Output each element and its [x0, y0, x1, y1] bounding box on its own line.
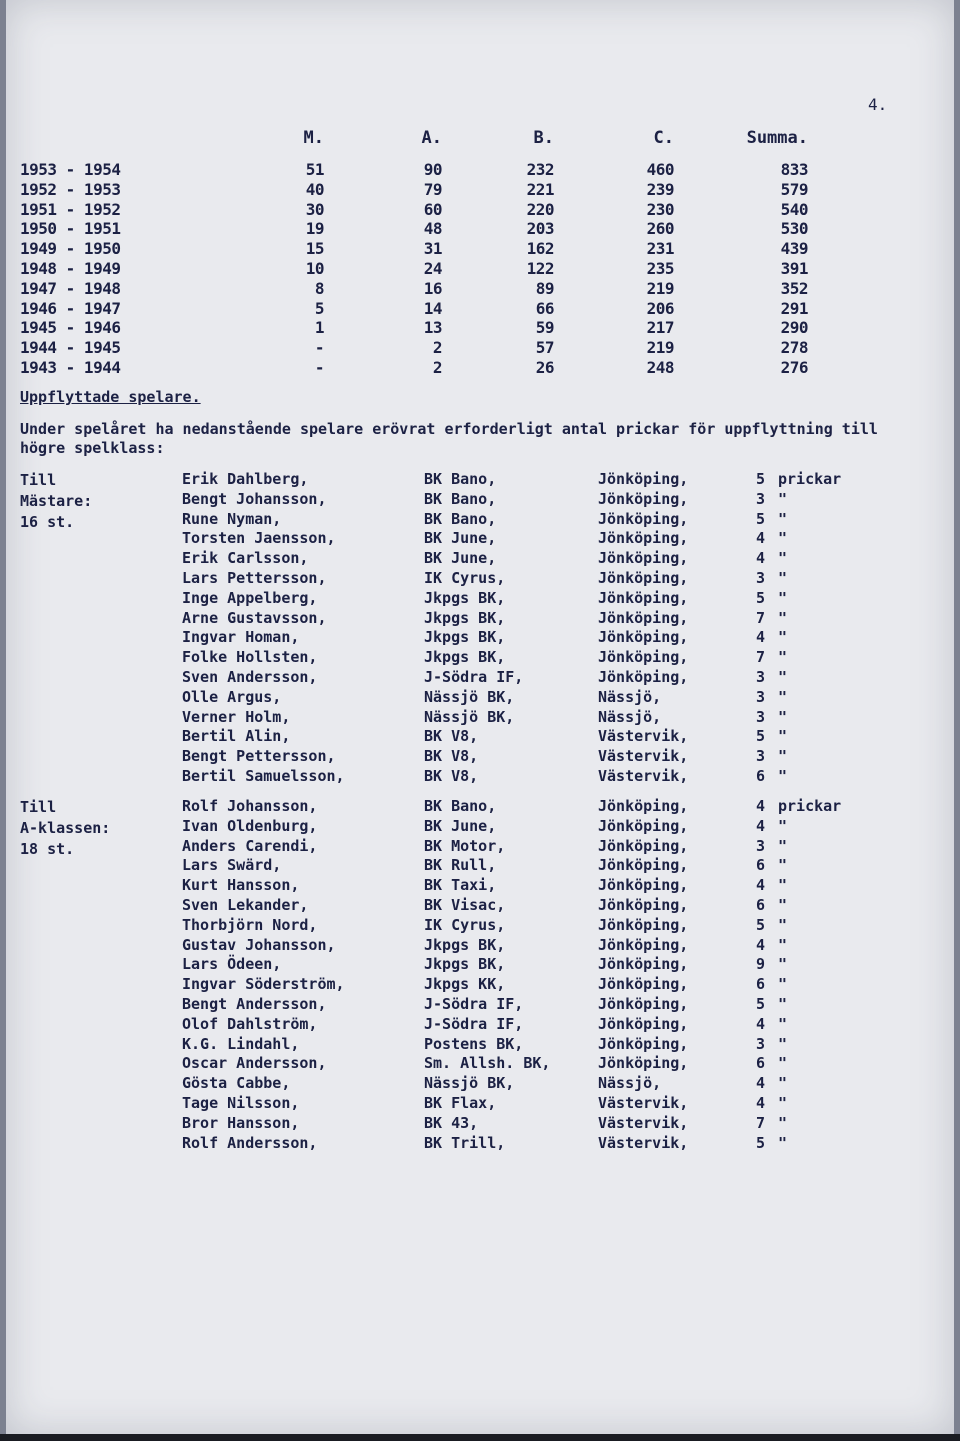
player-club: BK 43,	[424, 1113, 479, 1132]
player-name: Verner Holm,	[182, 707, 291, 726]
stats-header	[6, 128, 954, 150]
b-cell: 66	[535, 298, 554, 318]
player-club: BK V8,	[424, 747, 479, 766]
player-club: Jkpgs BK,	[424, 588, 506, 607]
season-cell: 1953 - 1954	[20, 160, 121, 179]
c-cell: 219	[646, 338, 674, 358]
m-cell: 5	[314, 298, 324, 318]
prick-count: 3	[756, 668, 766, 686]
player-club: BK V8,	[424, 727, 479, 746]
prick-count: 6	[756, 975, 766, 994]
summa-cell: 276	[780, 358, 808, 377]
prick-unit: prickar	[778, 470, 842, 488]
c-cell: 248	[646, 358, 674, 377]
player-row	[6, 837, 954, 857]
m-cell: 40	[305, 179, 324, 199]
prick-unit: "	[778, 489, 788, 508]
player-club: IK Cyrus,	[424, 915, 506, 934]
season-cell: 1943 - 1944	[20, 358, 121, 377]
group-label-line: 18 st.	[20, 840, 75, 858]
player-city: Västervik,	[598, 747, 689, 766]
prick-unit: "	[778, 975, 788, 994]
prick-unit: "	[778, 1113, 788, 1132]
prick-unit: "	[778, 529, 788, 548]
player-city: Västervik,	[598, 1094, 689, 1112]
prick-count: 3	[756, 687, 766, 706]
player-row	[6, 1054, 954, 1074]
player-city: Västervik,	[598, 767, 689, 785]
player-row	[6, 1114, 954, 1134]
m-cell: 8	[314, 278, 324, 298]
player-club: BK Trill,	[424, 1133, 506, 1152]
c-cell: 235	[646, 259, 674, 278]
player-name: Lars Ödeen,	[182, 955, 282, 974]
player-row	[6, 609, 954, 629]
player-club: BK Visac,	[424, 896, 506, 914]
player-row	[6, 569, 954, 589]
player-city: Jönköping,	[598, 1054, 689, 1073]
player-name: Sven Lekander,	[182, 896, 309, 914]
prick-unit: "	[778, 668, 788, 686]
prick-unit: "	[778, 1094, 788, 1112]
player-club: BK Flax,	[424, 1094, 497, 1112]
player-row	[6, 1074, 954, 1094]
prick-count: 5	[756, 1133, 766, 1152]
player-city: Jönköping,	[598, 489, 689, 508]
player-row	[6, 856, 954, 876]
player-row	[6, 1015, 954, 1035]
player-city: Jönköping,	[598, 797, 689, 815]
player-club: BK Bano,	[424, 509, 497, 528]
player-club: Jkpgs BK,	[424, 935, 506, 954]
summa-cell: 391	[780, 259, 808, 278]
a-cell: 31	[423, 239, 442, 259]
prick-count: 5	[756, 727, 766, 746]
player-city: Jönköping,	[598, 1014, 689, 1033]
season-cell: 1952 - 1953	[20, 179, 121, 199]
prick-count: 5	[756, 470, 766, 488]
summa-cell: 291	[780, 298, 808, 318]
player-name: Rolf Johansson,	[182, 797, 318, 815]
prick-unit: "	[778, 747, 788, 766]
m-cell: 51	[305, 160, 324, 179]
scan-edge	[0, 1434, 960, 1441]
prick-unit: "	[778, 588, 788, 607]
player-city: Jönköping,	[598, 935, 689, 954]
header-c: C.	[653, 128, 674, 148]
a-cell: 14	[423, 298, 442, 318]
player-row	[6, 1134, 954, 1154]
player-club: J-Södra IF,	[424, 1014, 524, 1033]
prick-count: 6	[756, 896, 766, 914]
player-club: Jkpgs BK,	[424, 608, 506, 627]
b-cell: 162	[526, 239, 554, 259]
player-row	[6, 995, 954, 1015]
player-club: Postens BK,	[424, 1034, 524, 1053]
player-name: Bertil Alin,	[182, 727, 291, 746]
player-row	[6, 896, 954, 916]
prick-count: 4	[756, 1074, 766, 1093]
summa-cell: 833	[780, 160, 808, 179]
player-name: Gösta Cabbe,	[182, 1074, 291, 1093]
section-title: Uppflyttade spelare.	[20, 388, 201, 406]
prick-unit: "	[778, 1074, 788, 1093]
summa-cell: 439	[780, 239, 808, 259]
player-row	[6, 589, 954, 609]
player-city: Västervik,	[598, 1113, 689, 1132]
prick-count: 3	[756, 489, 766, 508]
player-row	[6, 797, 954, 817]
player-city: Jönköping,	[598, 549, 689, 568]
player-row	[6, 936, 954, 956]
player-club: BK June,	[424, 529, 497, 548]
player-club: BK June,	[424, 816, 497, 835]
player-name: Erik Carlsson,	[182, 549, 309, 568]
player-city: Jönköping,	[598, 648, 689, 667]
prick-unit: "	[778, 935, 788, 954]
player-name: Bengt Johansson,	[182, 489, 327, 508]
prick-unit: "	[778, 608, 788, 627]
prick-count: 4	[756, 1014, 766, 1033]
m-cell: 19	[305, 219, 324, 239]
player-name: Folke Hollsten,	[182, 648, 318, 667]
group-label-line: Till	[20, 798, 57, 816]
player-name: Rune Nyman,	[182, 509, 282, 528]
player-row	[6, 1094, 954, 1114]
prick-count: 7	[756, 648, 766, 667]
prick-count: 3	[756, 707, 766, 726]
player-name: Olof Dahlström,	[182, 1014, 318, 1033]
group-label-line: Till	[20, 471, 57, 489]
a-cell: 79	[423, 179, 442, 199]
player-city: Jönköping,	[598, 915, 689, 934]
prick-unit: "	[778, 1034, 788, 1053]
header-m: M.	[303, 128, 324, 148]
player-city: Jönköping,	[598, 836, 689, 855]
stats-row	[6, 358, 954, 378]
player-row	[6, 688, 954, 708]
player-name: Lars Pettersson,	[182, 569, 327, 587]
player-name: Ivan Oldenburg,	[182, 816, 318, 835]
season-cell: 1950 - 1951	[20, 219, 121, 239]
player-city: Jönköping,	[598, 955, 689, 974]
header-b: B.	[533, 128, 554, 148]
prick-count: 9	[756, 955, 766, 974]
prick-count: 4	[756, 628, 766, 647]
prick-count: 3	[756, 569, 766, 587]
player-city: Västervik,	[598, 727, 689, 746]
summa-cell: 278	[780, 338, 808, 358]
prick-unit: prickar	[778, 797, 842, 815]
summa-cell: 540	[780, 199, 808, 219]
b-cell: 203	[526, 219, 554, 239]
a-cell: 2	[432, 338, 442, 358]
player-city: Västervik,	[598, 1133, 689, 1152]
page-number: 4.	[868, 95, 888, 114]
player-city: Jönköping,	[598, 995, 689, 1013]
document-page	[6, 0, 954, 1434]
b-cell: 57	[535, 338, 554, 358]
player-city: Jönköping,	[598, 529, 689, 548]
player-city: Jönköping,	[598, 975, 689, 994]
player-row	[6, 549, 954, 569]
c-cell: 239	[646, 179, 674, 199]
prick-count: 4	[756, 935, 766, 954]
player-row	[6, 1035, 954, 1055]
player-row	[6, 470, 954, 490]
group-label-line: Mästare:	[20, 492, 93, 510]
prick-count: 4	[756, 797, 766, 815]
prick-unit: "	[778, 509, 788, 528]
prick-count: 5	[756, 995, 766, 1013]
prick-unit: "	[778, 727, 788, 746]
b-cell: 59	[535, 318, 554, 338]
player-name: K.G. Lindahl,	[182, 1034, 300, 1053]
m-cell: 30	[305, 199, 324, 219]
a-cell: 2	[432, 358, 442, 377]
player-club: Nässjö BK,	[424, 707, 515, 726]
player-row	[6, 955, 954, 975]
b-cell: 122	[526, 259, 554, 278]
player-city: Jönköping,	[598, 876, 689, 895]
a-cell: 48	[423, 219, 442, 239]
player-name: Bengt Andersson,	[182, 995, 327, 1013]
season-cell: 1949 - 1950	[20, 239, 121, 259]
prick-unit: "	[778, 549, 788, 568]
prick-unit: "	[778, 648, 788, 667]
prick-count: 3	[756, 836, 766, 855]
prick-count: 6	[756, 767, 766, 785]
player-club: BK Bano,	[424, 470, 497, 488]
player-club: BK June,	[424, 549, 497, 568]
player-row	[6, 490, 954, 510]
player-name: Kurt Hansson,	[182, 876, 300, 895]
player-club: Jkpgs BK,	[424, 955, 506, 974]
player-row	[6, 876, 954, 896]
intro-text: Under spelåret ha nedanstående spelare erövrat erforderligt antal prickar för uppflyttning till högre spelklass:	[20, 420, 878, 457]
player-city: Nässjö,	[598, 707, 662, 726]
player-club: IK Cyrus,	[424, 569, 506, 587]
m-cell: 1	[314, 318, 324, 338]
stats-row	[6, 219, 954, 239]
player-name: Inge Appelberg,	[182, 588, 318, 607]
player-club: Jkpgs BK,	[424, 628, 506, 647]
c-cell: 231	[646, 239, 674, 259]
prick-count: 4	[756, 549, 766, 568]
prick-unit: "	[778, 628, 788, 647]
player-city: Jönköping,	[598, 509, 689, 528]
prick-unit: "	[778, 1014, 788, 1033]
prick-unit: "	[778, 816, 788, 835]
player-name: Rolf Andersson,	[182, 1133, 318, 1152]
prick-unit: "	[778, 836, 788, 855]
c-cell: 206	[646, 298, 674, 318]
player-row	[6, 668, 954, 688]
c-cell: 217	[646, 318, 674, 338]
player-club: J-Södra IF,	[424, 995, 524, 1013]
prick-count: 4	[756, 816, 766, 835]
a-cell: 16	[423, 278, 442, 298]
player-row	[6, 529, 954, 549]
player-row	[6, 916, 954, 936]
player-club: Jkpgs KK,	[424, 975, 506, 994]
player-city: Jönköping,	[598, 569, 689, 587]
season-cell: 1945 - 1946	[20, 318, 121, 338]
prick-count: 6	[756, 1054, 766, 1073]
prick-count: 4	[756, 1094, 766, 1112]
prick-unit: "	[778, 569, 788, 587]
a-cell: 60	[423, 199, 442, 219]
prick-count: 7	[756, 1113, 766, 1132]
player-club: Nässjö BK,	[424, 687, 515, 706]
player-row	[6, 727, 954, 747]
stats-row	[6, 279, 954, 299]
group-label-line: 16 st.	[20, 513, 75, 531]
stats-row	[6, 299, 954, 319]
prick-unit: "	[778, 955, 788, 974]
prick-unit: "	[778, 876, 788, 895]
prick-unit: "	[778, 915, 788, 934]
summa-cell: 579	[780, 179, 808, 199]
player-name: Arne Gustavsson,	[182, 608, 327, 627]
prick-count: 4	[756, 876, 766, 895]
player-name: Olle Argus,	[182, 687, 282, 706]
prick-count: 7	[756, 608, 766, 627]
b-cell: 221	[526, 179, 554, 199]
player-city: Jönköping,	[598, 856, 689, 875]
b-cell: 89	[535, 278, 554, 298]
m-cell: 10	[305, 259, 324, 278]
player-name: Thorbjörn Nord,	[182, 915, 318, 934]
m-cell: -	[314, 338, 324, 358]
stats-row	[6, 160, 954, 180]
stats-row	[6, 200, 954, 220]
player-city: Jönköping,	[598, 470, 689, 488]
player-club: BK Rull,	[424, 856, 497, 875]
prick-count: 6	[756, 856, 766, 875]
season-cell: 1944 - 1945	[20, 338, 121, 358]
player-city: Nässjö,	[598, 687, 662, 706]
summa-cell: 352	[780, 278, 808, 298]
season-cell: 1946 - 1947	[20, 298, 121, 318]
b-cell: 26	[535, 358, 554, 377]
player-club: Nässjö BK,	[424, 1074, 515, 1093]
prick-unit: "	[778, 707, 788, 726]
player-name: Bror Hansson,	[182, 1113, 300, 1132]
c-cell: 260	[646, 219, 674, 239]
player-club: Jkpgs BK,	[424, 648, 506, 667]
c-cell: 219	[646, 278, 674, 298]
prick-count: 3	[756, 747, 766, 766]
group-label-line: A-klassen:	[20, 819, 111, 837]
m-cell: 15	[305, 239, 324, 259]
season-cell: 1947 - 1948	[20, 278, 121, 298]
prick-count: 5	[756, 588, 766, 607]
player-name: Lars Swärd,	[182, 856, 282, 875]
player-city: Jönköping,	[598, 588, 689, 607]
player-name: Bertil Samuelsson,	[182, 767, 345, 785]
player-name: Erik Dahlberg,	[182, 470, 309, 488]
player-row	[6, 628, 954, 648]
player-name: Gustav Johansson,	[182, 935, 336, 954]
season-cell: 1951 - 1952	[20, 199, 121, 219]
b-cell: 220	[526, 199, 554, 219]
b-cell: 232	[526, 160, 554, 179]
player-row	[6, 708, 954, 728]
player-row	[6, 975, 954, 995]
c-cell: 230	[646, 199, 674, 219]
stats-row	[6, 259, 954, 279]
player-name: Torsten Jaensson,	[182, 529, 336, 548]
player-city: Jönköping,	[598, 628, 689, 647]
player-club: BK Motor,	[424, 836, 506, 855]
player-row	[6, 817, 954, 837]
player-city: Jönköping,	[598, 816, 689, 835]
player-city: Jönköping,	[598, 608, 689, 627]
player-name: Ingvar Söderström,	[182, 975, 345, 994]
player-club: BK Taxi,	[424, 876, 497, 895]
prick-unit: "	[778, 896, 788, 914]
player-name: Bengt Pettersson,	[182, 747, 336, 766]
c-cell: 460	[646, 160, 674, 179]
stats-row	[6, 318, 954, 338]
stats-row	[6, 180, 954, 200]
prick-count: 4	[756, 529, 766, 548]
a-cell: 90	[423, 160, 442, 179]
summa-cell: 530	[780, 219, 808, 239]
prick-count: 3	[756, 1034, 766, 1053]
player-row	[6, 510, 954, 530]
player-city: Jönköping,	[598, 668, 689, 686]
player-name: Oscar Andersson,	[182, 1054, 327, 1073]
prick-unit: "	[778, 687, 788, 706]
a-cell: 13	[423, 318, 442, 338]
player-club: BK Bano,	[424, 797, 497, 815]
player-club: Sm. Allsh. BK,	[424, 1054, 551, 1073]
player-club: BK V8,	[424, 767, 479, 785]
player-city: Jönköping,	[598, 896, 689, 914]
header-summa: Summa.	[746, 128, 808, 148]
player-club: BK Bano,	[424, 489, 497, 508]
prick-unit: "	[778, 1133, 788, 1152]
m-cell: -	[314, 358, 324, 377]
player-name: Anders Carendi,	[182, 836, 318, 855]
player-city: Nässjö,	[598, 1074, 662, 1093]
stats-row	[6, 338, 954, 358]
summa-cell: 290	[780, 318, 808, 338]
player-name: Tage Nilsson,	[182, 1094, 300, 1112]
player-row	[6, 767, 954, 787]
prick-unit: "	[778, 1054, 788, 1073]
player-city: Jönköping,	[598, 1034, 689, 1053]
player-name: Sven Andersson,	[182, 668, 318, 686]
a-cell: 24	[423, 259, 442, 278]
player-club: J-Södra IF,	[424, 668, 524, 686]
prick-unit: "	[778, 995, 788, 1013]
header-a: A.	[421, 128, 442, 148]
prick-unit: "	[778, 856, 788, 875]
season-cell: 1948 - 1949	[20, 259, 121, 278]
player-row	[6, 648, 954, 668]
prick-count: 5	[756, 509, 766, 528]
prick-unit: "	[778, 767, 788, 785]
player-row	[6, 747, 954, 767]
stats-row	[6, 239, 954, 259]
player-name: Ingvar Homan,	[182, 628, 300, 647]
prick-count: 5	[756, 915, 766, 934]
